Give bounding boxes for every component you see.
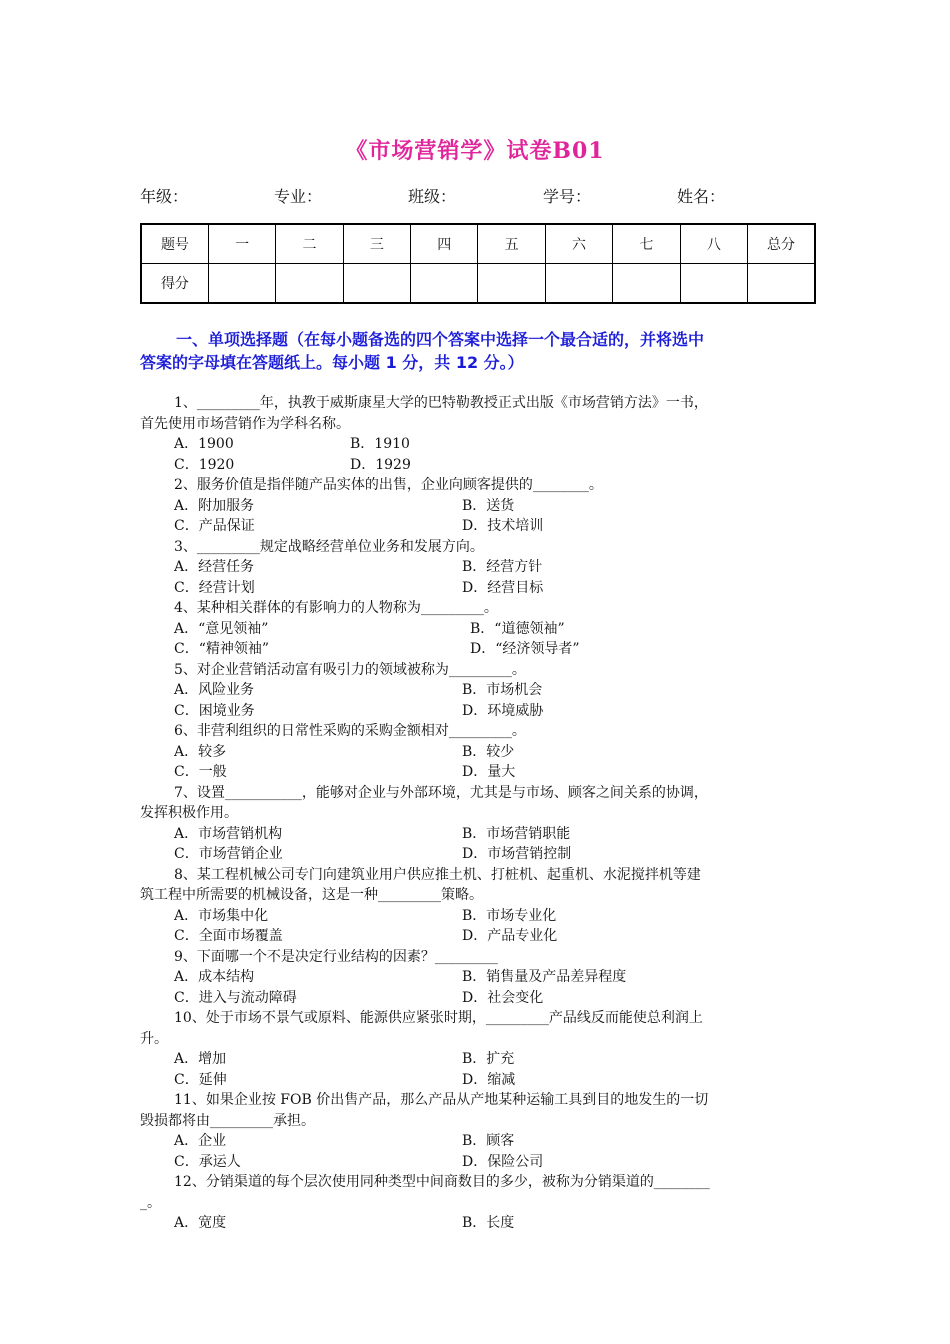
question-1-options-ab [140,434,816,455]
option-b: B．较少 [462,743,515,760]
option-d: D．技术培训 [462,518,544,534]
header-cell: 三 [343,224,410,264]
question-7-text: 7、设置___________，能够对企业与外部环境，尤其是与市场、顾客之间关系的协调， [174,784,708,801]
score-cell [613,264,680,304]
question-9-text: 9、下面哪一个不是决定行业结构的因素？_________ [174,948,498,965]
option-d: D．保险公司 [462,1153,544,1170]
option-b: B．经营方针 [462,559,543,575]
question-10-text-cont: 升。 [140,1030,168,1047]
question-6-options-ab [140,742,816,763]
question-5-text: 5、对企业营销活动富有吸引力的领域被称为_________。 [174,661,526,678]
question-12-text: 12、分销渠道的每个层次使用同种类型中间商数目的多少，被称为分销渠道的________ [174,1174,710,1190]
score-cell [680,264,747,304]
option-d: D．环境威胁 [462,702,544,719]
option-b: B．市场专业化 [462,907,557,924]
question-5-options-ab [140,680,816,701]
option-c: C．产品保证 [174,518,255,534]
question-10-options-cd [140,1070,816,1091]
question-9-options-cd [140,988,816,1009]
option-a: A．经营任务 [174,559,255,575]
question-8-options-ab [140,906,816,927]
header-cell: 五 [478,224,545,264]
option-a: A．较多 [174,743,227,760]
question-2-text: 2、服务价值是指伴随产品实体的出售，企业向顾客提供的________。 [174,477,603,493]
score-cell [478,264,545,304]
option-a: A．“意见领袖” [174,620,269,637]
option-a: A．1900 [174,436,234,452]
question-11-options-cd [140,1152,816,1173]
major-label: 专业： [274,187,323,206]
question-10-options-ab [140,1049,816,1070]
question-7-options-cd [140,844,816,865]
option-b: B．市场机会 [462,682,543,698]
option-b: B．1910 [350,436,410,452]
score-cell [276,264,343,304]
option-a: A．宽度 [174,1215,227,1231]
question-6-text: 6、非营利组织的日常性采购的采购金额相对_________。 [174,723,526,739]
option-b: B．“道德领袖” [470,620,565,637]
question-4-options-ab [140,619,816,640]
option-c: C．1920 [174,456,235,473]
question-8-options-cd [140,926,816,947]
question-3-options-ab [140,557,816,578]
score-table-header-row [141,224,815,264]
question-1-text-cont: 首先使用市场营销作为学科名称。 [140,415,350,432]
option-c: C．延伸 [174,1071,227,1088]
question-11-options-ab [140,1131,816,1152]
question-12-options-ab [140,1213,816,1234]
option-a: A．市场营销机构 [174,825,283,842]
question-7-text-cont: 发挥积极作用。 [140,805,238,821]
question-12-text-cont: _。 [140,1194,161,1211]
question-7-options-ab [140,824,816,845]
option-d: D．市场营销控制 [462,846,572,862]
grade-label: 年级： [140,187,189,206]
option-b: B．扩充 [462,1051,515,1067]
question-9-options-ab [140,967,816,988]
question-8-text: 8、某工程机械公司专门向建筑业用户供应推土机、打桩机、起重机、水泥搅拌机等建 [174,866,701,883]
option-d: D．1929 [350,456,411,473]
question-5-options-cd [140,701,816,722]
score-table-score-row [141,264,815,304]
score-cell [411,264,478,304]
header-cell: 六 [545,224,612,264]
option-d: D．“经济领导者” [470,641,580,657]
option-b: B．送货 [462,497,515,514]
option-d: D．量大 [462,764,516,780]
option-a: A．企业 [174,1133,227,1149]
option-a: A．市场集中化 [174,907,269,924]
question-3-options-cd [140,578,816,599]
option-a: A．成本结构 [174,969,255,985]
option-c: C．“精神领袖” [174,641,270,657]
option-b: B．销售量及产品差异程度 [462,969,627,985]
question-10-text: 10、处于市场不景气或原料、能源供应紧张时期，_________产品线反而能使总利润上 [174,1010,703,1026]
option-d: D．社会变化 [462,989,544,1006]
header-cell: 一 [208,224,275,264]
section-heading-line-2: 答案的字母填在答题纸上。每小题 1 分，共 12 分。） [140,353,524,372]
option-c: C．经营计划 [174,579,255,596]
question-1-options-cd [140,455,816,476]
score-cell [748,264,815,304]
score-cell [208,264,275,304]
option-c: C．困境业务 [174,702,255,719]
question-3-text: 3、_________规定战略经营单位业务和发展方向。 [174,538,484,555]
option-a: A．附加服务 [174,497,255,514]
option-b: B．长度 [462,1215,515,1231]
name-label: 姓名： [677,187,726,206]
page-title: 《市场营销学》试卷B01 [345,138,605,164]
option-c: C．全面市场覆盖 [174,928,283,944]
option-c: C．一般 [174,764,227,780]
option-c: C．进入与流动障碍 [174,989,297,1006]
score-label-cell: 得分 [141,264,208,304]
question-4-options-cd [140,639,816,660]
option-d: D．产品专业化 [462,928,558,944]
option-a: A．风险业务 [174,682,255,698]
option-d: D．经营目标 [462,579,544,596]
header-cell: 七 [613,224,680,264]
student-info-row [140,184,820,210]
header-cell: 题号 [141,224,208,264]
question-1-text: 1、_________年，执教于威斯康星大学的巴特勒教授正式出版《市场营销方法》一书， [174,395,708,411]
question-11-text: 11、如果企业按 FOB 价出售产品，那么产品从产地某种运输工具到目的地发生的一切 [174,1092,709,1108]
option-c: C．市场营销企业 [174,846,283,862]
class-label: 班级： [408,187,457,206]
question-8-text-cont: 筑工程中所需要的机械设备，这是一种_________策略。 [140,887,483,903]
question-2-options-cd [140,516,816,537]
question-list [140,393,816,1234]
option-b: B．市场营销职能 [462,825,571,842]
header-cell: 四 [411,224,478,264]
option-a: A．增加 [174,1051,227,1067]
option-d: D．缩减 [462,1071,516,1088]
section-heading-line-1: 一、单项选择题（在每小题备选的四个答案中选择一个最合适的，并将选中 [176,330,705,349]
header-cell: 二 [276,224,343,264]
option-c: C．承运人 [174,1153,241,1170]
header-cell: 八 [680,224,747,264]
student-id-label: 学号： [543,187,592,206]
section-heading [140,328,816,374]
question-4-text: 4、某种相关群体的有影响力的人物称为_________。 [174,600,498,616]
option-b: B．顾客 [462,1133,515,1149]
question-2-options-ab [140,496,816,517]
score-table [140,223,816,304]
score-cell [545,264,612,304]
question-11-text-cont: 毁损都将由_________承担。 [140,1112,315,1129]
question-6-options-cd [140,762,816,783]
header-cell: 总分 [748,224,815,264]
score-cell [343,264,410,304]
